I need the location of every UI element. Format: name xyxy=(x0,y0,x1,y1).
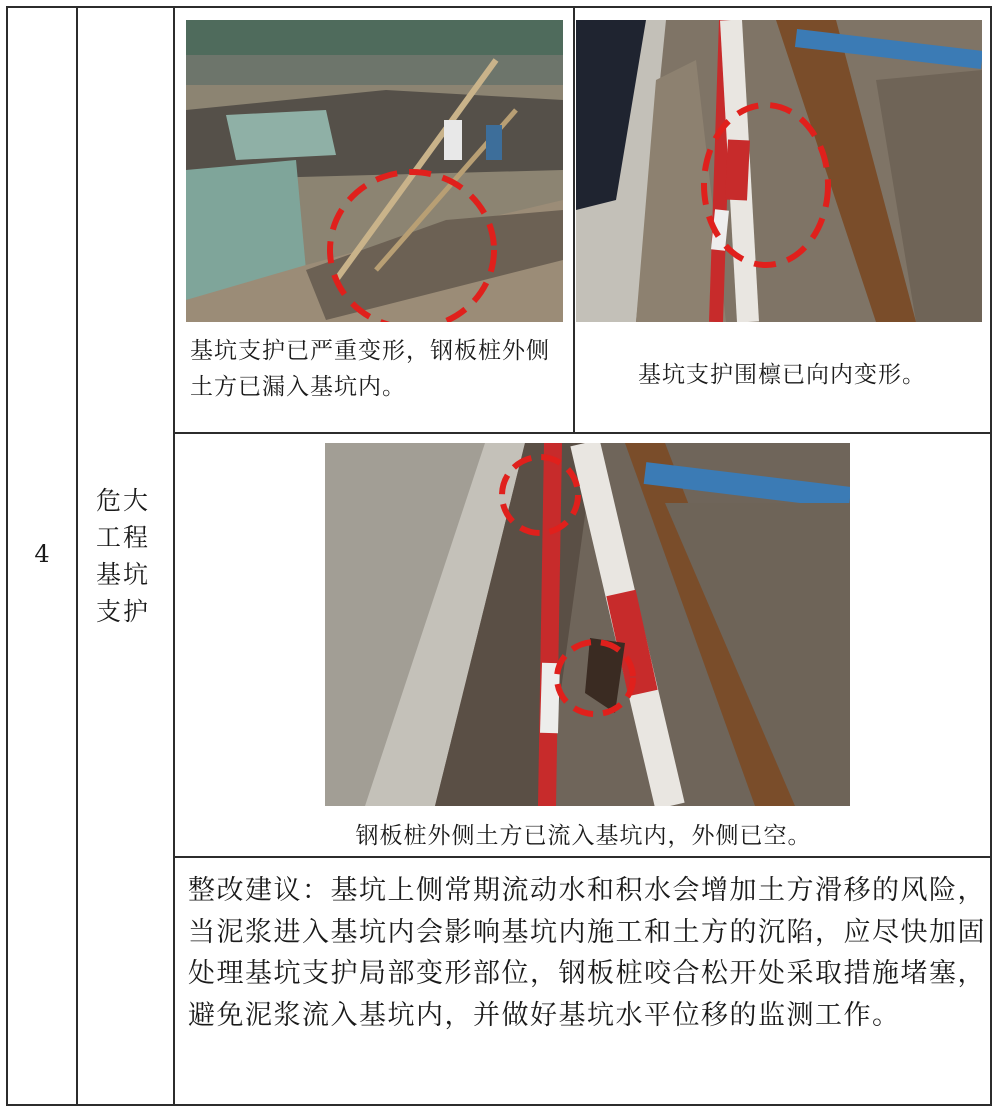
photo-2-caption: 基坑支护围檩已向内变形。 xyxy=(638,362,926,388)
photo-2-image xyxy=(576,20,982,322)
rectification-advice: 整改建议：基坑上侧常期流动水和积水会增加土方滑移的风险，当泥浆进入基坑内会影响基坑内施工和土方的沉陷，应尽快加固处理基坑支护局部变形部位，钢板桩咬合松开处采取措施堵塞，避免泥浆流入基坑内，并做好基坑水平位移的监测工作。 xyxy=(188,875,986,1031)
photo-1-image xyxy=(186,20,563,322)
photo-waler-deformed xyxy=(576,20,982,322)
photo-3-image xyxy=(325,443,850,806)
photo-pit-support-deformed xyxy=(186,20,563,322)
photo-3-caption: 钢板桩外侧土方已流入基坑内，外侧已空。 xyxy=(355,823,812,849)
divider-photo-cols xyxy=(573,6,575,433)
divider-row-advice xyxy=(173,856,992,858)
divider-row-top-photos xyxy=(173,432,992,434)
photo-1-caption: 基坑支护已严重变形，钢板桩外侧土方已漏入基坑内。 xyxy=(190,338,550,400)
divider-col2 xyxy=(173,6,175,1106)
row-number: 4 xyxy=(34,540,50,568)
photo-outer-soil-empty xyxy=(325,443,850,806)
divider-col1 xyxy=(76,6,78,1106)
hazard-category: 危大工程基坑支护 xyxy=(96,486,151,626)
